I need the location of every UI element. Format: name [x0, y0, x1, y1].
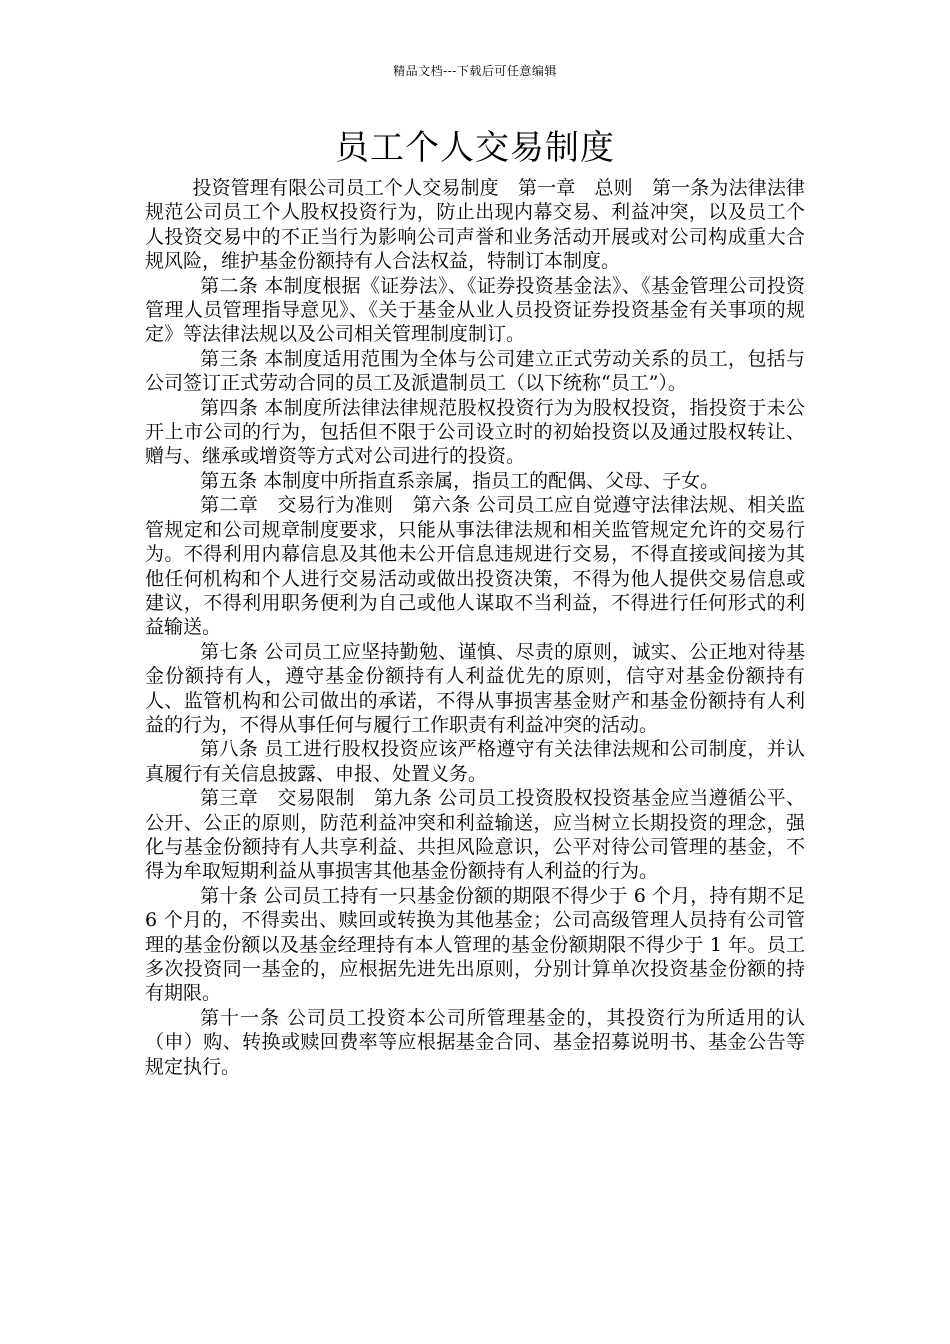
paragraph-8: 第八条 员工进行股权投资应该严格遵守有关法律法规和公司制度，并认真履行有关信息披露、申报、处置义务。 [145, 738, 805, 785]
paragraph-7: 第七条 公司员工应坚持勤勉、谨慎、尽责的原则，诚实、公正地对待基金份额持有人，遵守基金份额持有人利益优先的原则，信守对基金份额持有人、监管机构和公司做出的承诺，不得从事损害基金财产和基金份额持有人利益的行为，不得从事任何与履行工作职责有利益冲突的活动。 [145, 640, 805, 736]
paragraph-11: 第十一条 公司员工投资本公司所管理基金的，其投资行为所适用的认（申）购、转换或赎回费率等应根据基金合同、基金招募说明书、基金公告等规定执行。 [145, 1006, 805, 1078]
paragraph-6: 第二章 交易行为准则 第六条 公司员工应自觉遵守法律法规、相关监管规定和公司规章制度要求，只能从事法律法规和相关监管规定允许的交易行为。不得利用内幕信息及其他未公开信息违规进行交易，不得直接或间接为其他任何机构和个人进行交易活动或做出投资决策，不得为他人提供交易信息或建议，不得利用职务便利为自己或他人谋取不当利益，不得进行任何形式的利益输送。 [145, 494, 805, 639]
paragraph-3: 第三条 本制度适用范围为全体与公司建立正式劳动关系的员工，包括与公司签订正式劳动合同的员工及派遣制员工（以下统称“员工”）。 [145, 347, 805, 395]
paragraph-1: 投资管理有限公司员工个人交易制度 第一章 总则 第一条为法律法律规范公司员工个人股权投资行为，防止出现内幕交易、利益冲突，以及员工个人投资交易中的不正当行为影响公司声誉和业务活动开展或对公司构成重大合规风险，维护基金份额持有人合法权益，特制订本制度。 [145, 177, 805, 273]
paragraph-4: 第四条 本制度所法律法律规范股权投资行为为股权投资，指投资于未公开上市公司的行为，包括但不限于公司设立时的初始投资以及通过股权转让、赠与、继承或增资等方式对公司进行的投资。 [145, 396, 805, 468]
document-body [145, 176, 805, 1079]
paragraph-10: 第十条 公司员工持有一只基金份额的期限不得少于 6 个月，持有期不足 6 个月的，不得卖出、赎回或转换为其他基金；公司高级管理人员持有公司管理的基金份额以及基金经理持有本人管理的基金份额期限不得少于 1 年。员工多次投资同一基金的，应根据先进先出原则，分别计算单次投资基金份额的持有期限。 [145, 884, 805, 1005]
paragraph-2: 第二条 本制度根据《证券法》、《证券投资基金法》、《基金管理公司投资管理人员管理指导意见》、《关于基金从业人员投资证券投资基金有关事项的规定》等法律法规以及公司相关管理制度制订。 [145, 274, 805, 346]
document-title: 员工个人交易制度 [335, 128, 615, 168]
paragraph-9: 第三章 交易限制 第九条 公司员工投资股权投资基金应当遵循公平、公开、公正的原则，防范利益冲突和利益输送，应当树立长期投资的理念，强化与基金份额持有人共享利益、共担风险意识，公平对待公司管理的基金，不得为牟取短期利益从事损害其他基金份额持有人利益的行为。 [145, 787, 805, 883]
header-note: 精品文档---下载后可任意编辑 [393, 64, 557, 78]
paragraph-5: 第五条 本制度中所指直系亲属，指员工的配偶、父母、子女。 [200, 469, 720, 492]
